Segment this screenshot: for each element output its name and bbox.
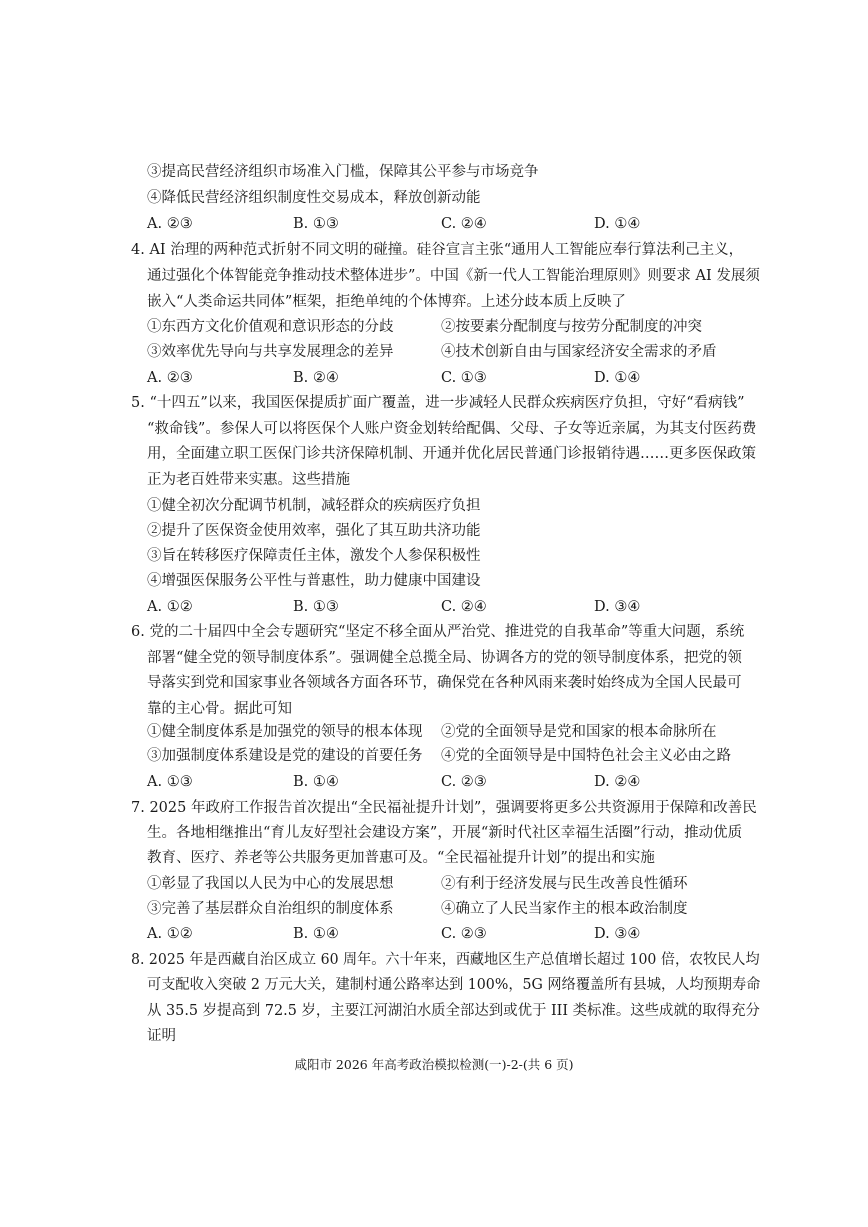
q6-statement-4: ④党的全面领导是中国特色社会主义必由之路	[441, 748, 731, 764]
q4-option-d: D. ①④	[594, 370, 641, 386]
q7-stem-line-2: 生。各地相继推出“育儿友好型社会建设方案”，开展“新时代社区幸福生活圈”行动，推动优质	[147, 825, 743, 841]
q3-option-d: D. ①④	[594, 216, 641, 232]
q7-option-d: D. ③④	[594, 926, 641, 942]
q5-statement-4: ④增强医保服务公平性与普惠性，助力健康中国建设	[147, 573, 481, 589]
q4-option-b: B. ②④	[293, 370, 339, 386]
page-footer: 咸阳市 2026 年高考政治模拟检测(一)-2-(共 6 页)	[294, 1057, 574, 1072]
q6-stem-line-3: 导落实到党和国家事业各领域各方面各环节，确保党在各种风雨来袭时始终成为全国人民最可	[147, 675, 742, 691]
q8-stem-line-2: 可支配收入突破 2 万元大关，建制村通公路率达到 100%，5G 网络覆盖所有县城，人均预期寿命	[147, 977, 761, 993]
q5-stem-line-3: 用，全面建立职工医保门诊共济保障机制、开通并优化居民普通门诊报销待遇……更多医保政策	[147, 446, 756, 462]
q7-statement-4: ④确立了人民当家作主的根本政治制度	[441, 901, 688, 917]
q3-statement-4: ④降低民营经济组织制度性交易成本，释放创新动能	[147, 190, 481, 206]
q3-option-c: C. ②④	[441, 216, 487, 232]
q7-statement-1: ①彰显了我国以人民为中心的发展思想	[147, 876, 394, 892]
q4-option-c: C. ①③	[441, 370, 487, 386]
q6-option-a: A. ①③	[147, 774, 193, 790]
q4-statement-4: ④技术创新自由与国家经济安全需求的矛盾	[441, 344, 717, 360]
q5-option-a: A. ①②	[147, 599, 193, 615]
q5-statement-2: ②提升了医保资金使用效率，强化了其互助共济功能	[147, 523, 481, 539]
q8-stem-line-1: 8. 2025 年是西藏自治区成立 60 周年。六十年来，西藏地区生产总值增长超过 100 倍，农牧民人均	[131, 952, 760, 968]
q5-stem-line-4: 正为老百姓带来实惠。这些措施	[147, 472, 350, 488]
q7-option-c: C. ②③	[441, 926, 487, 942]
q7-option-b: B. ①④	[293, 926, 339, 942]
q7-statement-2: ②有利于经济发展与民生改善良性循环	[441, 876, 688, 892]
q6-statement-3: ③加强制度体系建设是党的建设的首要任务	[147, 748, 423, 764]
q5-statement-3: ③旨在转移医疗保障责任主体，激发个人参保积极性	[147, 548, 481, 564]
q6-stem-line-2: 部署“健全党的领导制度体系”。强调健全总揽全局、协调各方的党的领导制度体系，把党的领	[147, 650, 742, 666]
q5-stem-line-1: 5. “十四五”以来，我国医保提质扩面广覆盖，进一步减轻人民群众疾病医疗负担，守好“看病钱”	[131, 395, 745, 411]
q6-statement-1: ①健全制度体系是加强党的领导的根本体现	[147, 724, 423, 740]
q6-option-c: C. ②③	[441, 774, 487, 790]
q6-stem-line-1: 6. 党的二十届四中全会专题研究“坚定不移全面从严治党、推进党的自我革命”等重大问题，系统	[131, 624, 745, 640]
q7-stem-line-1: 7. 2025 年政府工作报告首次提出“全民福祉提升计划”，强调要将更多公共资源用于保障和改善民	[131, 800, 757, 816]
q4-statement-2: ②按要素分配制度与按劳分配制度的冲突	[441, 319, 702, 335]
q7-stem-line-3: 教育、医疗、养老等公共服务更加普惠可及。“全民福祉提升计划”的提出和实施	[147, 850, 655, 866]
q7-option-a: A. ①②	[147, 926, 193, 942]
q5-option-b: B. ①③	[293, 599, 339, 615]
q4-statement-3: ③效率优先导向与共享发展理念的差异	[147, 344, 394, 360]
q3-option-b: B. ①③	[293, 216, 339, 232]
q4-stem-line-2: 通过强化个体智能竞争推动技术整体进步”。中国《新一代人工智能治理原则》则要求 AI 发展须	[147, 268, 760, 284]
q4-option-a: A. ②③	[147, 370, 193, 386]
q4-stem-line-3: 嵌入“人类命运共同体”框架，拒绝单纯的个体博弈。上述分歧本质上反映了	[147, 294, 626, 310]
q4-stem-line-1: 4. AI 治理的两种范式折射不同文明的碰撞。硅谷宣言主张“通用人工智能应奉行算法利己主义，	[131, 242, 744, 258]
q8-stem-line-4: 证明	[147, 1028, 176, 1044]
q6-stem-line-4: 靠的主心骨。据此可知	[147, 701, 292, 717]
q5-stem-line-2: “救命钱”。参保人可以将医保个人账户资金划转给配偶、父母、子女等近亲属，为其支付医药费	[147, 421, 757, 437]
q5-option-d: D. ③④	[594, 599, 641, 615]
q6-statement-2: ②党的全面领导是党和国家的根本命脉所在	[441, 724, 717, 740]
q7-statement-3: ③完善了基层群众自治组织的制度体系	[147, 901, 394, 917]
q8-stem-line-3: 从 35.5 岁提高到 72.5 岁，主要江河湖泊水质全部达到或优于 III 类标准。这些成就的取得充分	[147, 1003, 760, 1019]
q6-option-b: B. ①④	[293, 774, 339, 790]
q3-option-a: A. ②③	[147, 216, 193, 232]
q3-statement-3: ③提高民营经济组织市场准入门槛，保障其公平参与市场竞争	[147, 164, 539, 180]
q4-statement-1: ①东西方文化价值观和意识形态的分歧	[147, 319, 394, 335]
q6-option-d: D. ②④	[594, 774, 641, 790]
q5-statement-1: ①健全初次分配调节机制，减轻群众的疾病医疗负担	[147, 498, 481, 514]
q5-option-c: C. ②④	[441, 599, 487, 615]
